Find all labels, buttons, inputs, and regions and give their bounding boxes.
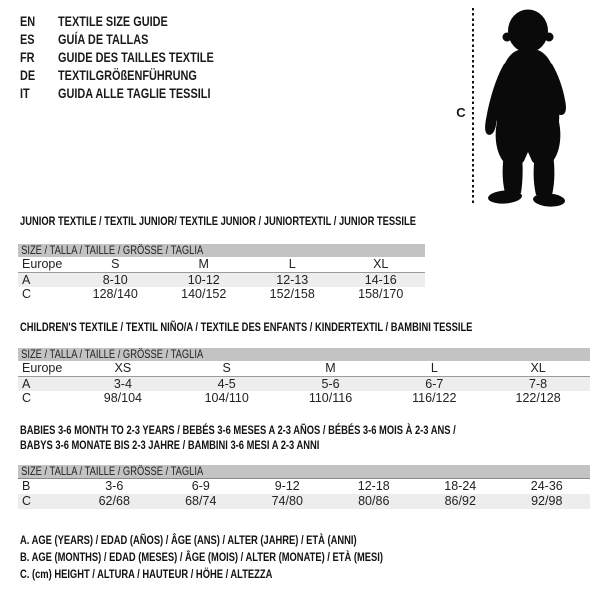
data-cell: 140/152 — [181, 287, 227, 301]
measurement-legend — [20, 532, 485, 583]
header-cell: L — [430, 361, 438, 375]
table-row-a — [18, 377, 590, 391]
language-row-it — [20, 84, 258, 102]
language-row-fr — [20, 48, 258, 66]
data-cell: 122/128 — [515, 391, 561, 405]
data-cell: 9-12 — [274, 479, 300, 493]
legend-line-b: B. AGE (MONTHS) / EDAD (MESES) / ÂGE (MOIS) / ALTER (MONATE) / ETÀ (MESI) — [20, 550, 383, 564]
data-cell: 158/170 — [358, 287, 404, 301]
size-band: SIZE / TALLA / TAILLE / GRÖSSE / TAGLIA — [18, 465, 590, 479]
table-row-c — [18, 391, 590, 405]
header-cell: S — [222, 361, 231, 375]
language-row-es — [20, 30, 258, 48]
table-header-row — [18, 257, 425, 273]
header-cell: M — [198, 257, 209, 271]
data-cell: 10-12 — [187, 273, 220, 287]
data-cell: 3-4 — [113, 377, 132, 391]
row-label: C — [22, 494, 32, 508]
height-dotted-line — [472, 8, 474, 204]
table-row-c — [18, 494, 590, 509]
table-row-a — [18, 273, 425, 287]
junior-table-title: JUNIOR TEXTILE / TEXTIL JUNIOR/ TEXTILE JUNIOR / JUNIORTEXTIL / JUNIOR TESSILE — [20, 214, 416, 228]
baby-silhouette-icon — [478, 4, 578, 210]
data-cell: 98/104 — [103, 391, 143, 405]
table-row-c — [18, 287, 425, 301]
language-row-de — [20, 66, 258, 84]
language-code: DE — [20, 67, 36, 83]
header-cell: XS — [114, 361, 132, 375]
language-code: EN — [20, 13, 36, 29]
table-row-b — [18, 479, 590, 494]
data-cell: 14-16 — [364, 273, 397, 287]
header-cell: S — [111, 257, 120, 271]
language-code: IT — [20, 85, 30, 101]
data-cell: 4-5 — [217, 377, 236, 391]
data-cell: 152/158 — [269, 287, 315, 301]
data-cell: 86/92 — [444, 494, 476, 508]
data-cell: 92/98 — [531, 494, 563, 508]
language-row-en — [20, 12, 258, 30]
header-cell: L — [288, 257, 296, 271]
language-code: FR — [20, 49, 35, 65]
header-region-label: Europe — [22, 257, 63, 271]
data-cell: 116/122 — [412, 391, 457, 405]
row-label: A — [22, 273, 31, 287]
language-title: GUIDE DES TAILLES TEXTILE — [58, 49, 214, 65]
junior-table — [18, 244, 425, 301]
language-code: ES — [20, 31, 35, 47]
data-cell: 74/80 — [271, 494, 303, 508]
language-title: TEXTILGRÖßENFÜHRUNG — [58, 67, 197, 83]
row-label: C — [22, 287, 32, 301]
language-title-list — [20, 12, 258, 102]
language-title: TEXTILE SIZE GUIDE — [58, 13, 168, 29]
children-table-title: CHILDREN'S TEXTILE / TEXTIL NIÑO/A / TEXTILE DES ENFANTS / KINDERTEXTIL / BAMBINI TESSILE — [20, 320, 473, 334]
size-band: SIZE / TALLA / TAILLE / GRÖSSE / TAGLIA — [18, 244, 425, 257]
data-cell: 18-24 — [444, 479, 477, 493]
data-cell: 3-6 — [105, 479, 124, 493]
size-band: SIZE / TALLA / TAILLE / GRÖSSE / TAGLIA — [18, 348, 590, 361]
row-label: C — [22, 391, 32, 405]
data-cell: 62/68 — [98, 494, 130, 508]
language-title: GUIDA ALLE TAGLIE TESSILI — [58, 85, 211, 101]
language-title: GUÍA DE TALLAS — [58, 31, 149, 47]
data-cell: 68/74 — [185, 494, 217, 508]
data-cell: 104/110 — [204, 391, 249, 405]
data-cell: 24-36 — [530, 479, 563, 493]
data-cell: 128/140 — [92, 287, 138, 301]
header-cell: XL — [373, 257, 389, 271]
table-header-row — [18, 361, 590, 377]
babies-table-title: BABIES 3-6 MONTH TO 2-3 YEARS / BEBÉS 3-6 MESES A 2-3 AÑOS / BÉBÉS 3-6 MOIS À 2-3 ANS / BABYS 3-6 MONATE BIS 2-3 JAHRE / BAMBINI 3-6 MESI A 2-3 ANNI — [20, 423, 456, 452]
data-cell: 7-8 — [529, 377, 548, 391]
height-label-c: C — [456, 105, 466, 120]
legend-line-a: A. AGE (YEARS) / EDAD (AÑOS) / ÂGE (ANS) / ALTER (JAHRE) / ETÀ (ANNI) — [20, 533, 357, 547]
data-cell: 80/86 — [358, 494, 390, 508]
header-cell: M — [325, 361, 336, 375]
header-region-label: Europe — [22, 361, 63, 375]
data-cell: 6-7 — [425, 377, 444, 391]
data-cell: 5-6 — [321, 377, 340, 391]
data-cell: 8-10 — [102, 273, 128, 287]
data-cell: 110/116 — [308, 391, 353, 405]
babies-table — [18, 465, 590, 509]
row-label: A — [22, 377, 31, 391]
legend-line-c: C. (cm) HEIGHT / ALTURA / HAUTEUR / HÖHE / ALTEZZA — [20, 567, 273, 581]
row-label: B — [22, 479, 31, 493]
children-table — [18, 348, 590, 405]
data-cell: 12-13 — [276, 273, 309, 287]
data-cell: 12-18 — [357, 479, 390, 493]
data-cell: 6-9 — [191, 479, 210, 493]
header-cell: XL — [530, 361, 546, 375]
